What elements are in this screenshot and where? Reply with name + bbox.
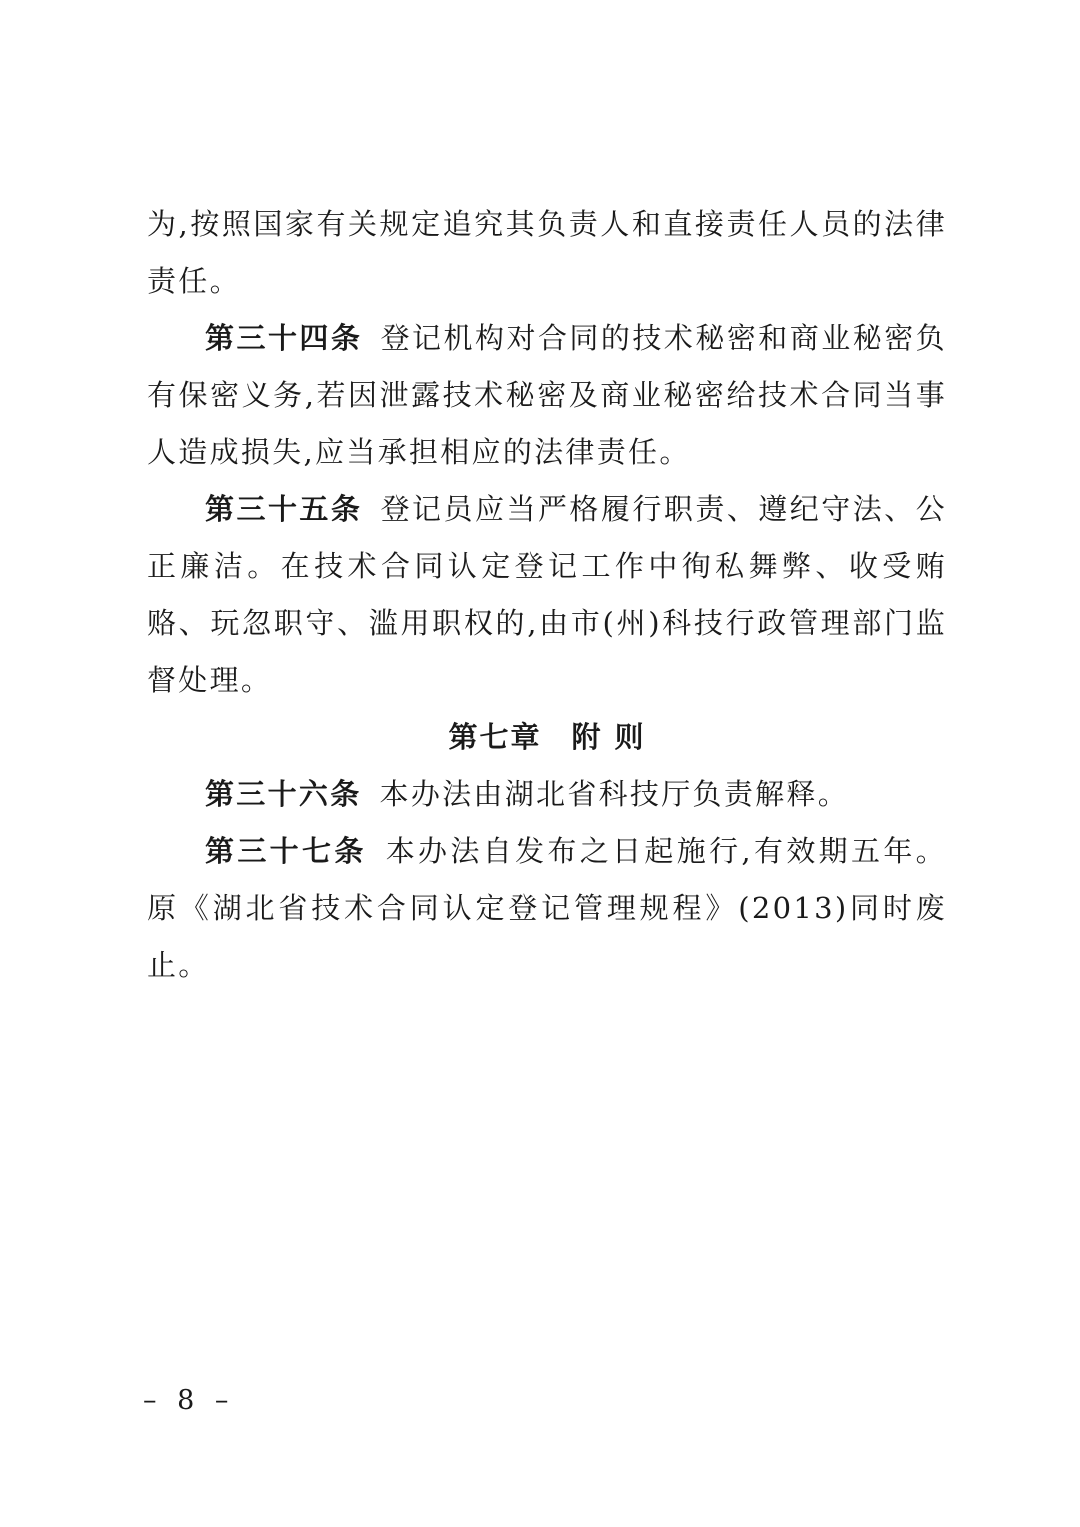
chapter-title: 附 则: [571, 720, 646, 754]
article-34: [147, 310, 947, 481]
article-text: 本办法自发布之日起施行,有效期五年。原《湖北省技术合同认定登记管理规程》(2013)同时废止。: [147, 834, 947, 982]
body-text: [147, 196, 947, 994]
page-number: – 8 –: [143, 1385, 235, 1416]
continued-paragraph: [147, 196, 947, 310]
chapter-heading: [147, 709, 947, 766]
article-35: [147, 481, 947, 709]
article-text: 本办法由湖北省科技厅负责解释。: [379, 777, 850, 811]
article-number: 第三十四条: [205, 321, 363, 355]
article-text: 登记机构对合同的技术秘密和商业秘密负有保密义务,若因泄露技术秘密及商业秘密给技术合同当事人造成损失,应当承担相应的法律责任。: [147, 321, 947, 469]
continued-text: 为,按照国家有关规定追究其负责人和直接责任人员的法律责任。: [147, 207, 947, 298]
article-37: [147, 823, 947, 994]
article-number: 第三十六条: [205, 777, 362, 811]
article-number: 第三十七条: [205, 834, 367, 868]
article-text: 登记员应当严格履行职责、遵纪守法、公正廉洁。在技术合同认定登记工作中徇私舞弊、收受贿赂、玩忽职守、滥用职权的,由市(州)科技行政管理部门监督处理。: [147, 492, 947, 697]
article-36: [147, 766, 947, 823]
article-number: 第三十五条: [205, 492, 363, 526]
chapter-number: 第七章: [448, 720, 542, 754]
